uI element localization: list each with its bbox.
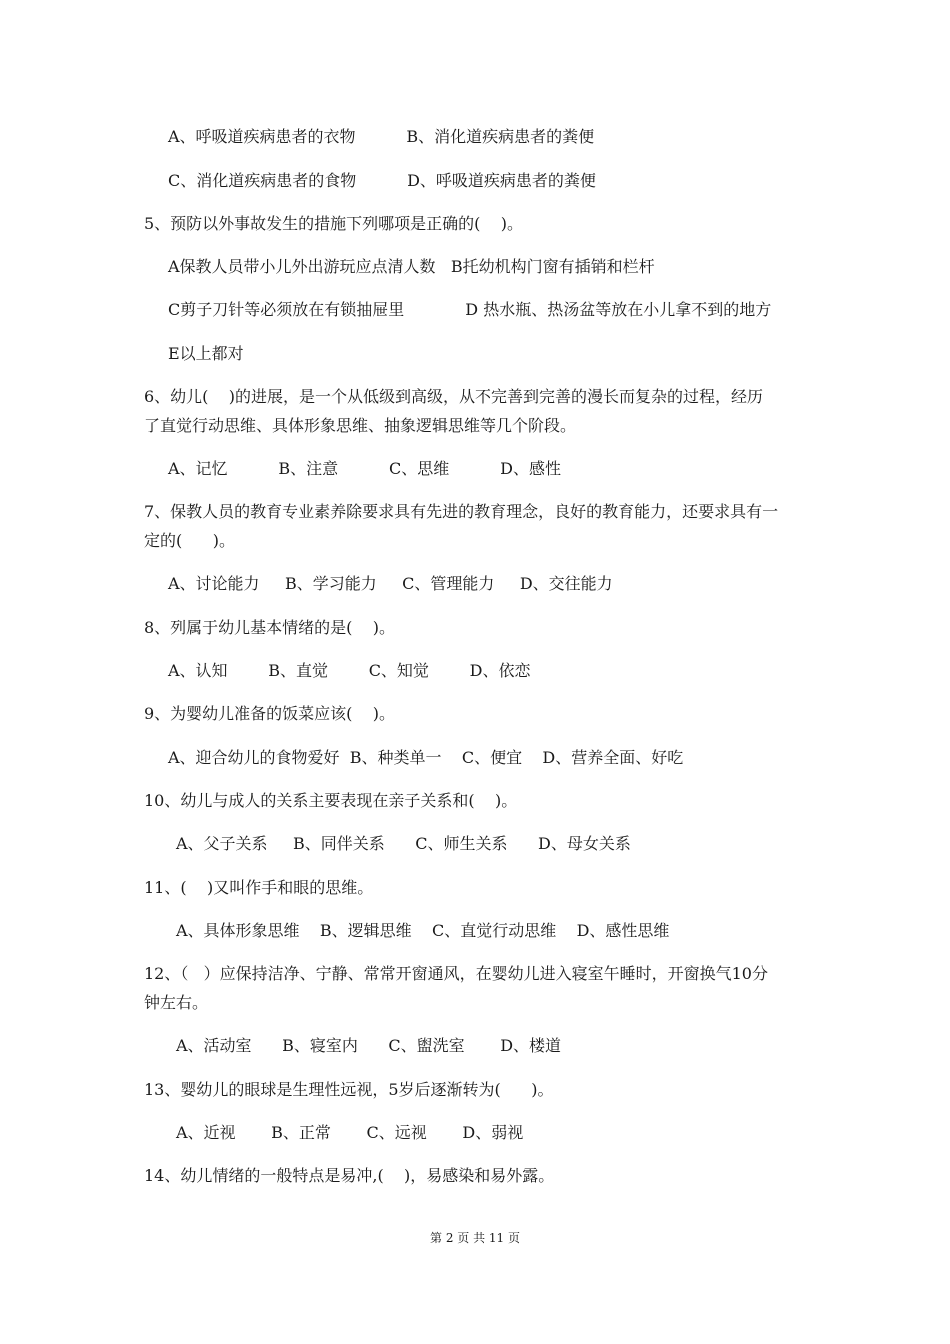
q4-options-row-1: A、呼吸道疾病患者的衣物 B、消化道疾病患者的粪便: [168, 127, 595, 146]
q8-options: A、认知 B、直觉 C、知觉 D、依恋: [168, 661, 531, 680]
question-12-line-2: 钟左右。: [144, 993, 209, 1012]
q9-options: A、迎合幼儿的食物爱好 B、种类单一 C、便宜 D、营养全面、好吃: [168, 748, 684, 767]
q5-options-row-1: A保教人员带小儿外出游玩应点清人数 B托幼机构门窗有插销和栏杆: [168, 257, 655, 276]
question-11: 11、( )又叫作手和眼的思维。: [144, 878, 374, 897]
q7-options: A、讨论能力 B、学习能力 C、管理能力 D、交往能力: [168, 574, 613, 593]
page-footer: 第 2 页 共 11 页: [430, 1231, 520, 1245]
question-8: 8、列属于幼儿基本情绪的是( )。: [144, 618, 396, 637]
q12-options: A、活动室 B、寝室内 C、盥洗室 D、楼道: [176, 1036, 562, 1055]
question-9: 9、为婴幼儿准备的饭菜应该( )。: [144, 704, 396, 723]
question-12-line-1: 12、（ ）应保持洁净、宁静、常常开窗通风，在婴幼儿进入寝室午睡时，开窗换气10分: [144, 964, 768, 983]
question-14: 14、幼儿情绪的一般特点是易冲,( )，易感染和易外露。: [144, 1166, 555, 1185]
question-6-line-1: 6、幼儿( )的进展，是一个从低级到高级，从不完善到完善的漫长而复杂的过程，经历: [144, 387, 764, 406]
question-7-line-2: 定的( )。: [144, 531, 236, 550]
q5-options-row-3: E以上都对: [168, 344, 244, 363]
q13-options: A、近视 B、正常 C、远视 D、弱视: [176, 1123, 524, 1142]
question-7-line-1: 7、保教人员的教育专业素养除要求具有先进的教育理念，良好的教育能力，还要求具有一: [144, 502, 779, 521]
question-10: 10、幼儿与成人的关系主要表现在亲子关系和( )。: [144, 791, 518, 810]
q4-options-row-2: C、消化道疾病患者的食物 D、呼吸道疾病患者的粪便: [168, 171, 596, 190]
q5-options-row-2: C剪子刀针等必须放在有锁抽屉里 D 热水瓶、热汤盆等放在小儿拿不到的地方: [168, 300, 772, 319]
q10-options: A、父子关系 B、同伴关系 C、师生关系 D、母女关系: [176, 834, 631, 853]
question-6-line-2: 了直觉行动思维、具体形象思维、抽象逻辑思维等几个阶段。: [144, 416, 577, 435]
q6-options: A、记忆 B、注意 C、思维 D、感性: [168, 459, 561, 478]
q11-options: A、具体形象思维 B、逻辑思维 C、直觉行动思维 D、感性思维: [176, 921, 670, 940]
question-13: 13、婴幼儿的眼球是生理性远视，5岁后逐渐转为( )。: [144, 1080, 554, 1099]
question-5: 5、预防以外事故发生的措施下列哪项是正确的( )。: [144, 214, 524, 233]
